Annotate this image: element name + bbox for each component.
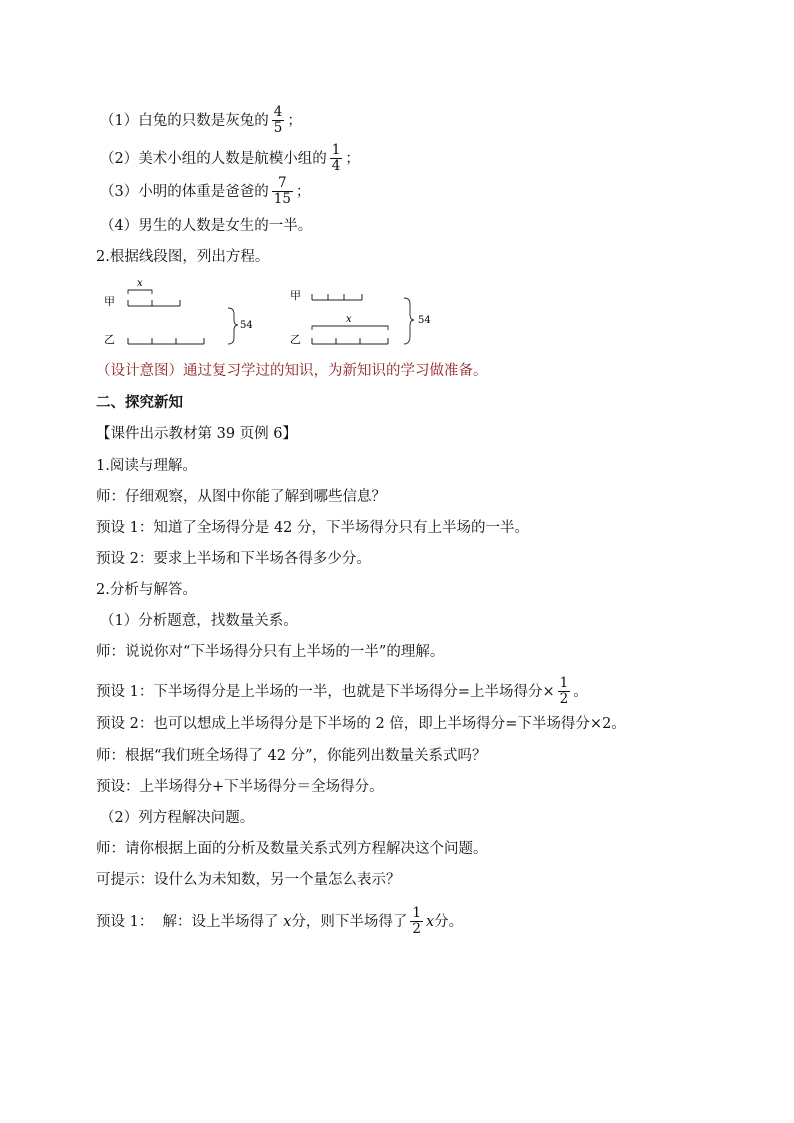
heading-text: 二、探究新知 [96,394,183,411]
item-end: ； [345,150,360,167]
sub-step-text: （1）分析题意，找数量关系。 [100,613,298,629]
top-brace [128,290,152,294]
fraction-denominator: 15 [273,191,291,207]
question-text: 师：仔细观察，从图中你能了解到哪些信息？ [96,489,386,505]
fraction-denominator: 5 [273,120,283,136]
fraction-denominator: 4 [331,158,341,174]
teacher-question-2 [96,642,444,662]
item-text: （3）小明的体重是爸爸的 [100,183,269,200]
preset-4 [96,714,626,734]
section-heading [96,393,183,413]
preset-prefix: 预设 1： 解：设上半场得了 [96,913,284,930]
fraction-numerator: 1 [559,675,569,691]
design-intent-text: （设计意图）通过复习学过的知识，为新知识的学习做准备。 [96,363,488,379]
fraction [330,143,343,174]
item-text: （4）男生的人数是女生的一半。 [100,218,313,234]
variable-x: x [283,913,292,930]
fraction-denominator: 2 [559,691,569,707]
preset-text: 预设 2：要求上半场和下半场各得多少分。 [96,551,371,567]
preset-text: 预设 1：知道了全场得分是 42 分，下半场得分只有上半场的一半。 [96,520,530,536]
design-intent [96,361,488,381]
step-text: 1.阅读与理解。 [96,458,197,474]
preset-mid: 分，则下半场得了 [291,913,408,930]
var-x: x [137,278,143,289]
exercise-item-1 [100,105,302,136]
preset-text: 预设：上半场得分+下半场得分＝全场得分。 [96,779,384,795]
preset-3 [96,676,588,707]
preset-1 [96,518,529,538]
fraction [272,105,285,136]
step-2 [96,580,197,600]
step-text: 2.分析与解答。 [96,582,197,598]
fraction [272,176,293,207]
sub-step-text: （2）列方程解决问题。 [100,810,255,826]
preset-5 [96,777,384,797]
preset-end: 。 [573,683,588,700]
fraction-numerator: 1 [331,142,341,158]
fraction [558,676,571,707]
label-yi: 乙 [290,333,301,346]
sub-step-1 [100,611,298,631]
right-brace [228,308,238,344]
preset-end: 分。 [434,913,464,930]
fraction-numerator: 7 [278,175,287,191]
courseware-text: 【课件出示教材第 39 页例 6】 [96,426,298,442]
fraction-denominator: 2 [412,921,421,937]
item-end: ； [295,183,311,200]
exercise-2-title [96,247,269,267]
fraction [410,906,423,937]
question-text: 师：说说你对“下半场得分只有上半场的一半”的理解。 [96,644,445,660]
sub-step-2 [100,808,254,828]
line-segment-diagrams [96,272,456,352]
var-x: x [346,314,352,325]
teacher-question-1 [96,487,386,507]
item-end: ； [287,112,302,129]
hint-text: 可提示：设什么为未知数，另一个量怎么表示？ [96,872,401,888]
exercise-item-4 [100,216,312,236]
preset-text: 预设 1：下半场得分是上半场的一半，也就是下半场得分=上半场得分× [96,683,555,700]
right-brace [404,298,414,344]
exercise-item-2 [100,143,360,174]
label-jia: 甲 [290,289,301,302]
label-jia: 甲 [104,295,115,308]
item-text: （1）白兔的只数是灰兔的 [100,112,269,129]
exercise-item-3 [100,176,310,207]
preset-2 [96,549,371,569]
preset-6 [96,906,463,937]
total-label: 54 [240,320,253,331]
step-1 [96,456,197,476]
diagram-2 [290,289,431,346]
top-brace [312,326,388,330]
item-text: （2）美术小组的人数是航模小组的 [100,150,327,167]
fraction-numerator: 4 [273,104,283,120]
fraction-numerator: 1 [412,905,421,921]
teacher-question-3 [96,746,487,766]
question-text: 师：根据“我们班全场得了 42 分”，你能列出数量关系式吗？ [96,748,487,764]
title-text: 2.根据线段图，列出方程。 [96,249,270,265]
variable-x: x [425,913,435,930]
teacher-question-4 [96,839,488,859]
question-text: 师：请你根据上面的分析及数量关系式列方程解决这个问题。 [96,841,488,857]
preset-text: 预设 2：也可以想成上半场得分是下半场的 2 倍，即上半场得分=下半场得分×2。 [96,716,626,732]
total-label: 54 [418,315,431,326]
hint [96,870,401,890]
label-yi: 乙 [104,333,115,346]
courseware-note [96,424,297,444]
diagram-1 [104,278,253,346]
